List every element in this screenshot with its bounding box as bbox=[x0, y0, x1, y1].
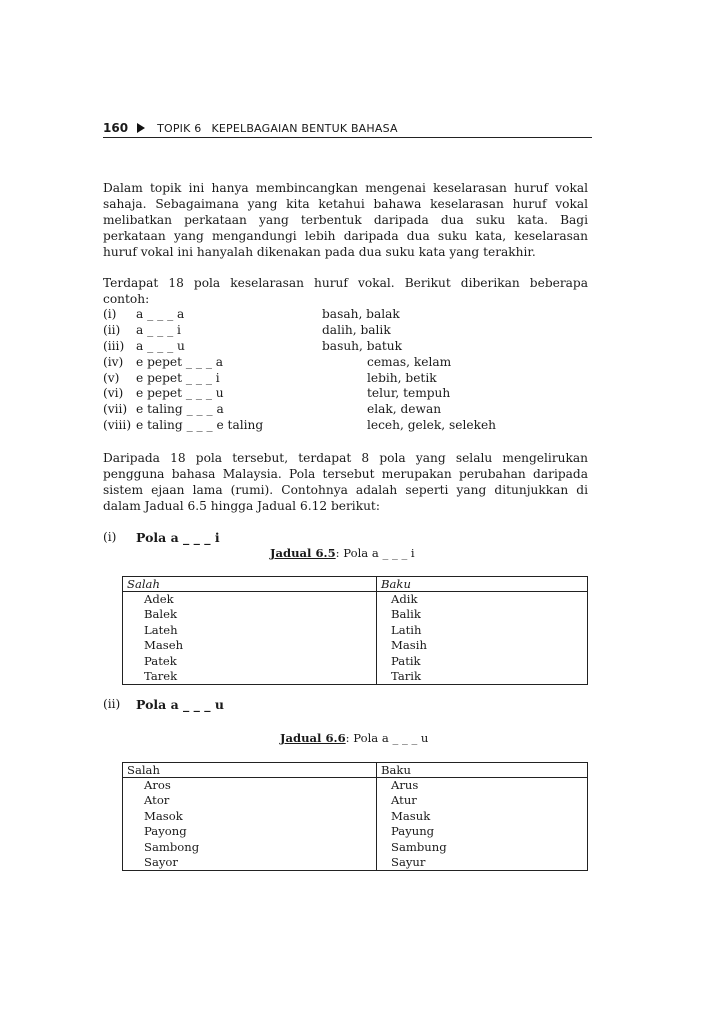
pattern-number: (iii) bbox=[103, 338, 125, 353]
pattern-number: (v) bbox=[103, 370, 120, 385]
table-row bbox=[123, 638, 588, 653]
column-header-standard: Baku bbox=[377, 763, 588, 778]
pattern-number: (i) bbox=[103, 307, 117, 321]
table-caption bbox=[280, 731, 428, 745]
table-row bbox=[123, 855, 588, 871]
table-row bbox=[123, 824, 588, 839]
table-row bbox=[123, 840, 588, 855]
misused-patterns-paragraph: Daripada 18 pola tersebut, terdapat 8 pola yang selalu mengelirukan pengguna bahasa Malaysia. Pola tersebut merupakan perubahan daripada sistem ejaan lama (rumi). Contohnya adalah seperti yang ditunjukkan di dalam Jadual 6.5 hingga Jadual 6.12 berikut: bbox=[103, 451, 588, 513]
pattern-formula: a _ _ _ u bbox=[136, 338, 185, 353]
standard-spelling: Latih bbox=[377, 623, 588, 638]
table-caption-text: : Pola a _ _ _ i bbox=[335, 546, 415, 560]
wrong-spelling: Patek bbox=[123, 654, 377, 669]
table-row bbox=[123, 669, 588, 685]
table-row bbox=[123, 654, 588, 669]
section-title: Pola a _ _ _ u bbox=[136, 697, 224, 712]
section-number: (ii) bbox=[103, 697, 121, 711]
list-item bbox=[103, 307, 588, 323]
wrong-spelling: Sayor bbox=[123, 855, 377, 871]
standard-spelling: Masih bbox=[377, 638, 588, 653]
table-row bbox=[123, 592, 588, 608]
pattern-examples: dalih, balik bbox=[322, 322, 391, 337]
pattern-examples: elak, dewan bbox=[367, 402, 442, 417]
wrong-spelling: Lateh bbox=[123, 623, 377, 638]
wrong-spelling: Adek bbox=[123, 592, 377, 608]
page-number: 160 bbox=[103, 121, 129, 135]
table-row bbox=[123, 623, 588, 638]
pattern-formula: e pepet _ _ _ i bbox=[136, 370, 220, 385]
list-item bbox=[103, 402, 588, 418]
pattern-formula: e pepet _ _ _ u bbox=[136, 386, 224, 401]
list-item bbox=[103, 418, 588, 434]
wrong-spelling: Ator bbox=[123, 793, 377, 808]
wrong-spelling: Aros bbox=[123, 778, 377, 794]
table-caption bbox=[270, 546, 415, 560]
standard-spelling: Arus bbox=[377, 778, 588, 794]
standard-spelling: Sambung bbox=[377, 840, 588, 855]
standard-spelling: Atur bbox=[377, 793, 588, 808]
list-item bbox=[103, 355, 588, 371]
wrong-spelling: Masok bbox=[123, 809, 377, 824]
table-row bbox=[123, 809, 588, 824]
pattern-formula: e taling _ _ _ e taling bbox=[136, 418, 264, 433]
list-item bbox=[103, 339, 588, 355]
pattern-examples: cemas, kelam bbox=[367, 354, 452, 369]
wrong-spelling: Sambong bbox=[123, 840, 377, 855]
pattern-list bbox=[103, 307, 588, 434]
section-number: (i) bbox=[103, 530, 117, 544]
table-caption-label: Jadual 6.5 bbox=[270, 546, 336, 560]
table-caption-text: : Pola a _ _ _ u bbox=[345, 731, 429, 745]
pattern-number: (vi) bbox=[103, 386, 124, 401]
wrong-spelling: Payong bbox=[123, 824, 377, 839]
chapter-title: KEPELBAGAIAN BENTUK BAHASA bbox=[211, 121, 398, 135]
list-item bbox=[103, 323, 588, 339]
table-header-row bbox=[123, 763, 588, 778]
table-header-row bbox=[123, 577, 588, 592]
pattern-number: (ii) bbox=[103, 322, 121, 337]
chapter-label: TOPIK 6 bbox=[157, 121, 202, 135]
page-header bbox=[103, 119, 592, 138]
wrong-spelling: Balek bbox=[123, 607, 377, 622]
arrow-right-icon bbox=[137, 123, 145, 133]
table-row bbox=[123, 778, 588, 794]
table-row bbox=[123, 793, 588, 808]
pattern-formula: a _ _ _ a bbox=[136, 307, 185, 321]
spelling-table bbox=[122, 576, 588, 685]
pattern-formula: a _ _ _ i bbox=[136, 322, 181, 337]
intro-paragraph: Dalam topik ini hanya membincangkan mengenai keselarasan huruf vokal sahaja. Sebagaimana yang kita ketahui bahawa keselarasan huruf vokal melibatkan perkataan yang terbentuk daripada dua suku kata. Bagi perkataan yang mengandungi lebih daripada dua suku kata, keselarasan huruf vokal ini hanyalah dikenakan pada dua suku kata yang terakhir. bbox=[103, 181, 588, 259]
section-title: Pola a _ _ _ i bbox=[136, 530, 220, 545]
pattern-number: (iv) bbox=[103, 354, 124, 369]
standard-spelling: Tarik bbox=[377, 669, 588, 685]
pattern-examples: basuh, batuk bbox=[322, 338, 402, 353]
table-row bbox=[123, 607, 588, 622]
list-item bbox=[103, 386, 588, 402]
standard-spelling: Masuk bbox=[377, 809, 588, 824]
standard-spelling: Payung bbox=[377, 824, 588, 839]
standard-spelling: Balik bbox=[377, 607, 588, 622]
pattern-examples: leceh, gelek, selekeh bbox=[367, 418, 497, 433]
pattern-examples: lebih, betik bbox=[367, 370, 437, 385]
wrong-spelling: Tarek bbox=[123, 669, 377, 685]
pattern-examples: telur, tempuh bbox=[367, 386, 451, 401]
pattern-number: (viii) bbox=[103, 418, 132, 433]
spelling-table bbox=[122, 762, 588, 871]
pattern-formula: e taling _ _ _ a bbox=[136, 402, 224, 417]
pattern-formula: e pepet _ _ _ a bbox=[136, 354, 224, 369]
wrong-spelling: Maseh bbox=[123, 638, 377, 653]
standard-spelling: Adik bbox=[377, 592, 588, 608]
table-caption-label: Jadual 6.6 bbox=[280, 731, 346, 745]
pattern-count-paragraph: Terdapat 18 pola keselarasan huruf vokal. Berikut diberikan beberapa contoh: bbox=[103, 276, 588, 306]
column-header-standard: Baku bbox=[377, 577, 588, 592]
list-item bbox=[103, 371, 588, 387]
pattern-examples: basah, balak bbox=[322, 307, 400, 321]
standard-spelling: Sayur bbox=[377, 855, 588, 871]
standard-spelling: Patik bbox=[377, 654, 588, 669]
pattern-number: (vii) bbox=[103, 402, 128, 417]
column-header-wrong: Salah bbox=[123, 577, 377, 592]
column-header-wrong: Salah bbox=[123, 763, 377, 778]
